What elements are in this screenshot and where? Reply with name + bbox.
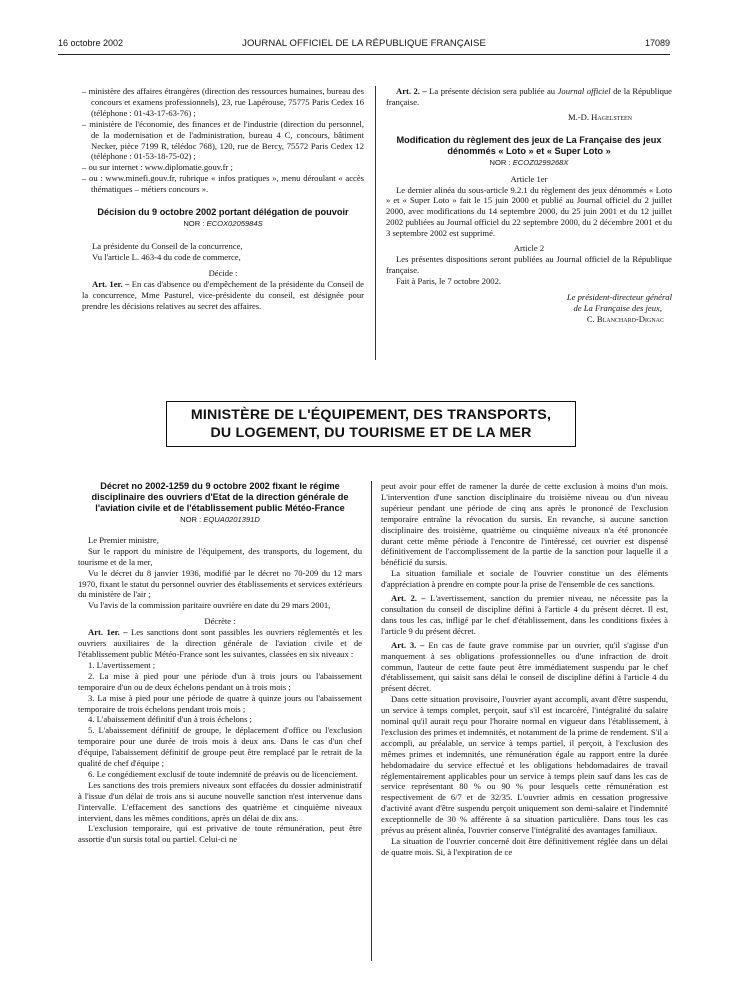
- loto-article-2-heading: Article 2: [513, 243, 545, 254]
- sanction-level: 1. L'avertissement ;: [88, 659, 156, 670]
- decision-article-2: Art. 2. – La présente décision sera publiée au Journal officiel de la République française.: [386, 86, 672, 107]
- loto-article-1-text: Le dernier alinéa du sous-article 9.2.1 du règlement des jeux dénommés « Loto » et « Super Loto » fait le 15 juin 2000 et publié au Journal officiel du 2 juillet 2000, avec modifications du 14 septembre 2000, du 25 juin 2001 et du 12 juillet 2002 publiées au Journal officiel du 22 septembre 2000, du 2 décembre 2001 et du 3 septembre 2002 est supprimé.: [386, 184, 672, 239]
- decret-article-1: Art. 1er. – Les sanctions dont sont passibles les ouvriers réglementés et les ouvriers auxiliaires de la direction générale de l'aviation civile et de l'établissement public Météo-France sont les suivantes, classées en six niveaux :: [78, 627, 362, 659]
- decret-vu-1: Vu le décret du 8 janvier 1936, modifié par le décret no 70-209 du 12 mars 1970, fixant le statut du personnel ouvrier des établissements et services extérieurs du ministère de l'air ;: [78, 567, 362, 600]
- list-item: – ou : www.minefi.gouv.fr, rubrique « infos pratiques », menu déroulant « accès thématiques – métiers concours ».: [82, 173, 364, 195]
- page-header: [58, 38, 670, 52]
- top-column-divider: [375, 86, 376, 360]
- list-item: – ministère des affaires étrangères (direction des ressources humaines, bureau des concours et examens professionnels), 23, rue Lapérouse, 75775 Paris Cedex 16 (téléphone : 01-43-17-63-76) ;: [82, 86, 364, 118]
- bottom-left-column: [78, 481, 362, 845]
- ministry-line-2: DU LOGEMENT, DU TOURISME ET DE LA MER: [210, 425, 532, 441]
- decret-situation-provisoire: Dans cette situation provisoire, l'ouvrier ayant accompli, avant d'être suspendu, un service à temps complet, perçoit, sauf s'il est incarcéré, l'intégralité du salaire nominal qu'il aurait reçu pour l'horaire normal en vigueur dans l'établissement, à l'exclusion des primes et indemnités, et notamment de la prime de rendement. S'il a accompli, au préalable, un service à temps partiel, il perçoit, à l'exclusion des mêmes primes et indemnités, une rémunération égale au rapport entre la durée hebdomadaire du service effectué et les obligations hebdomadaires de travail réglementairement applicables pour un service à temps plein sauf dans les cas de service représentant 80 % ou 90 % pour lesquels cette rémunération est respectivement de 6/7 et de 32/35. L'ouvrier admis en cessation progressive d'activité avant d'être suspendu perçoit uniquement son demi-salaire et l'indemnité exceptionnelle de 30 % afférente à sa situation particulière. Dans tous les cas prévus au présent alinéa, l'ouvrier conserve l'intégralité des avantages familiaux.: [381, 694, 668, 836]
- ministry-line-1: MINISTÈRE DE L'ÉQUIPEMENT, DES TRANSPORTS,: [190, 407, 552, 423]
- decision-presidente: La présidente du Conseil de la concurrence,: [92, 240, 243, 251]
- loto-signature-role: Le président-directeur général: [566, 291, 672, 302]
- top-right-column: [386, 86, 672, 324]
- loto-fait-a: Fait à Paris, le 7 octobre 2002.: [396, 275, 502, 286]
- decret-rapport: Sur le rapport du ministre de l'équipement, des transports, du logement, du tourisme et de la mer,: [78, 545, 362, 567]
- decret-situation-familiale: La situation familiale et sociale de l'ouvrier constitue un des éléments d'appréciation à prendre en compte pour la prise de l'ensemble de ces sanctions.: [381, 568, 668, 590]
- top-left-column: [82, 86, 364, 311]
- decision-title: Décision du 9 octobre 2002 portant délégation de pouvoir: [97, 207, 349, 218]
- header-date: 16 octobre 2002: [58, 38, 124, 48]
- decret-premier-ministre: Le Premier ministre,: [88, 534, 159, 545]
- list-item: – ministère de l'économie, des finances et de l'industrie (direction du personnel, de la modernisation et de l'administration, bureau 4 C, concours, bâtiment Necker, pièce 7199 R, télédoc 768), 120, rue de Bercy, 75572 Paris Cedex 12 (téléphone : 01-53-18-75-02) ;: [82, 118, 364, 162]
- loto-nor: NOR : ECOZ0299268X: [489, 157, 569, 167]
- header-rule: [58, 54, 670, 55]
- list-item: – ou sur internet : www.diplomatie.gouv.fr ;: [82, 162, 233, 173]
- decision-nor: NOR : ECOX0205984S: [183, 219, 263, 229]
- loto-title: Modification du règlement des jeux de La Française des jeux dénommés « Loto » et « Super Loto »: [396, 134, 662, 156]
- sanction-level: 2. La mise à pied pour une période d'un à trois jours ou l'abaissement temporaire d'un ou de deux échelons pendant un à trois mois ;: [78, 670, 362, 692]
- loto-signature-org: de La Française des jeux,: [573, 302, 662, 313]
- decret-exclusion: L'exclusion temporaire, qui est privative de toute rémunération, peut être assortie d'un sursis total ou partiel. Celui-ci ne: [78, 823, 362, 845]
- decret-article-3: Art. 3. – En cas de faute grave commise par un ouvrier, qu'il s'agisse d'un manquement à ses obligations professionnelles ou d'une infraction de droit commun, l'auteur de cette faute peut être immédiatement suspendu par le chef d'établissement, qui saisit sans délai le conseil de discipline défini à l'article 4 du présent décret.: [381, 639, 668, 694]
- sanction-level: 5. L'abaissement définitif de groupe, le déplacement d'office ou l'exclusion temporaire pour une durée de trois mois à deux ans. Dans le cas d'un chef d'équipe, l'abaissement définitif de groupe peut être remplacé par le retrait de la qualité de chef d'équipe ;: [78, 725, 362, 769]
- bottom-column-divider: [371, 481, 372, 961]
- decret-situation-finale: La situation de l'ouvrier concerné doit être définitivement réglée dans un délai de quatre mois. Si, à l'expiration de ce: [381, 836, 668, 857]
- loto-signature-name: C. Blanchard-Dignac: [586, 313, 664, 324]
- decret-title: Décret no 2002-1259 du 9 octobre 2002 fixant le régime disciplinaire des ouvriers d'Etat de la direction générale de l'aviation civile et de l'établissement public Météo-France: [91, 481, 349, 513]
- decision-article-1: Art. 1er. – En cas d'absence ou d'empêchement de la présidente du Conseil de la concurrence, Mme Pasturel, vice-présidente du conseil, est désignée pour prendre les décisions relatives au secret des affaires.: [82, 278, 364, 311]
- header-journal-title: JOURNAL OFFICIEL DE LA RÉPUBLIQUE FRANÇAISE: [242, 38, 486, 49]
- header-page-number: 17089: [644, 38, 670, 48]
- decret-article-2: Art. 2. – L'avertissement, sanction du premier niveau, ne nécessite pas la consultation du conseil de discipline défini à l'article 4 du présent décret. Il est, dans tous les cas, infligé par le chef d'établissement, dans les conditions fixées à l'article 9 du présent décret.: [381, 593, 669, 636]
- decision-decide: Décide :: [208, 267, 238, 278]
- decret-decrete: Décrète :: [204, 616, 236, 627]
- decision-signer: M.-D. Hagelsteen: [567, 111, 632, 122]
- sanction-level: 4. L'abaissement définitif d'un à trois échelons ;: [88, 714, 252, 725]
- decret-vu-2: Vu l'avis de la commission paritaire ouvrière en date du 29 mars 2001,: [88, 600, 331, 611]
- decret-continuation: peut avoir pour effet de ramener la durée de cette exclusion à moins d'un mois. L'intervention d'une sanction disciplinaire du troisième niveau ou d'un niveau supérieur pendant une période de cinq ans après le prononcé de l'exclusion temporaire entraîne la révocation du sursis. En revanche, si aucune sanction disciplinaire des troisième, quatrième ou cinquième niveaux n'a été prononcée durant cette même période à l'encontre de l'intéressé, cet ouvrier est dispensé définitivement de l'accomplissement de la partie de la sanction pour laquelle il a bénéficié du sursis.: [381, 481, 668, 568]
- sanction-level: 3. La mise à pied pour une période de quatre à quinze jours ou l'abaissement temporaire de trois échelons pendant trois mois ;: [78, 692, 362, 714]
- ministry-banner: [166, 401, 576, 447]
- loto-article-1-heading: Article 1er: [510, 173, 548, 184]
- decret-nor: NOR : EQUA0201391D: [180, 515, 260, 524]
- decret-effacement: Les sanctions des trois premiers niveaux sont effacées du dossier administratif à l'issue d'un délai de trois ans si aucune nouvelle sanction n'est intervenue dans l'intervalle. L'effacement des sanctions des quatrième et cinquième niveaux intervient, dans les mêmes conditions, après un délai de dix ans.: [78, 779, 362, 823]
- loto-article-2-text: Les présentes dispositions seront publiées au Journal officiel de la République française.: [386, 253, 672, 275]
- decision-vu: Vu l'article L. 463-4 du code de commerce,: [92, 251, 241, 262]
- bottom-right-column: [381, 481, 668, 858]
- sanction-level: 6. Le congédiement exclusif de toute indemnité de préavis ou de licenciement.: [88, 768, 358, 779]
